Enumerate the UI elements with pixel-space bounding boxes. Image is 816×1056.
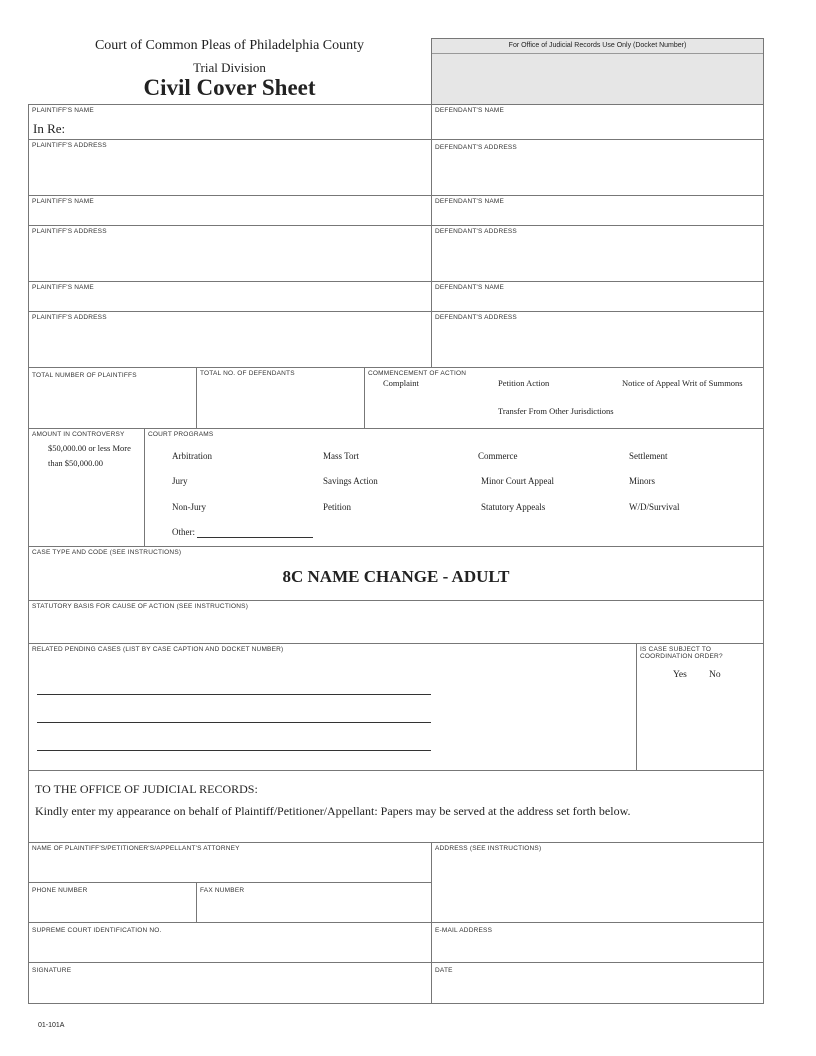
plaintiff-address-field-2[interactable] bbox=[28, 225, 432, 282]
field-label: E-MAIL ADDRESS bbox=[435, 927, 493, 934]
program-other-input[interactable] bbox=[197, 537, 313, 538]
plaintiff-name-field-1[interactable] bbox=[28, 104, 432, 140]
attorney-name-field[interactable] bbox=[28, 842, 432, 883]
fax-number-field[interactable] bbox=[196, 882, 432, 923]
field-label: DEFENDANT'S NAME bbox=[435, 107, 505, 114]
program-arbitration[interactable]: Arbitration bbox=[172, 451, 212, 461]
program-mass-tort[interactable]: Mass Tort bbox=[323, 451, 359, 461]
field-label: PLAINTIFF'S ADDRESS bbox=[32, 228, 107, 235]
statutory-basis-field[interactable] bbox=[28, 600, 764, 644]
field-label: PLAINTIFF'S NAME bbox=[32, 198, 94, 205]
field-label: DEFENDANT'S NAME bbox=[435, 284, 505, 291]
appearance-text: Kindly enter my appearance on behalf of Plaintiff/Petitioner/Appellant: Papers may be served at the address set forth below. bbox=[35, 804, 631, 818]
program-commerce[interactable]: Commerce bbox=[478, 451, 518, 461]
related-case-line-3[interactable] bbox=[37, 750, 431, 751]
option-transfer[interactable]: Transfer From Other Jurisdictions bbox=[498, 406, 614, 416]
defendant-address-field-2[interactable] bbox=[431, 225, 764, 282]
commencement-of-action bbox=[364, 367, 764, 429]
field-label: COMMENCEMENT OF ACTION bbox=[368, 370, 467, 377]
program-statutory-appeals[interactable]: Statutory Appeals bbox=[481, 502, 546, 512]
field-label: COORDINATION ORDER? bbox=[640, 653, 723, 660]
office-use-label: For Office of Judicial Records Use Only (Docket Number) bbox=[432, 39, 763, 54]
defendant-address-field-3[interactable] bbox=[431, 311, 764, 368]
page-title: Civil Cover Sheet bbox=[143, 75, 316, 100]
case-type-field[interactable] bbox=[28, 546, 764, 601]
amount-in-controversy bbox=[28, 428, 145, 547]
program-wd-survival[interactable]: W/D/Survival bbox=[629, 502, 680, 512]
form-number: 01-101A bbox=[38, 1022, 65, 1029]
field-label: PHONE NUMBER bbox=[32, 887, 88, 894]
related-case-line-2[interactable] bbox=[37, 722, 431, 723]
docket-number-box bbox=[431, 38, 764, 105]
supreme-court-id-field[interactable] bbox=[28, 922, 432, 963]
field-label: SIGNATURE bbox=[32, 967, 72, 974]
case-type-value: 8C NAME CHANGE - ADULT bbox=[282, 567, 510, 586]
field-label: PLAINTIFF'S ADDRESS bbox=[32, 142, 107, 149]
appearance-heading: TO THE OFFICE OF JUDICIAL RECORDS: bbox=[35, 782, 258, 796]
field-label: DATE bbox=[435, 967, 453, 974]
program-jury[interactable]: Jury bbox=[172, 476, 188, 486]
field-label: TOTAL NUMBER OF PLAINTIFFS bbox=[32, 372, 137, 379]
defendant-name-field-1[interactable] bbox=[431, 104, 764, 140]
program-savings-action[interactable]: Savings Action bbox=[323, 476, 378, 486]
signature-field[interactable] bbox=[28, 962, 432, 1004]
option-complaint[interactable]: Complaint bbox=[383, 378, 419, 388]
field-label: IS CASE SUBJECT TO bbox=[640, 646, 712, 653]
appearance-section bbox=[28, 770, 764, 843]
field-label: DEFENDANT'S ADDRESS bbox=[435, 228, 517, 235]
related-cases-field bbox=[28, 643, 637, 771]
field-label: AMOUNT IN CONTROVERSY bbox=[32, 431, 125, 438]
plaintiff-name-field-2[interactable] bbox=[28, 195, 432, 226]
field-label: NAME OF PLAINTIFF'S/PETITIONER'S/APPELLANT'S ATTORNEY bbox=[32, 845, 240, 852]
field-label: STATUTORY BASIS FOR CAUSE OF ACTION (SEE INSTRUCTIONS) bbox=[32, 603, 249, 610]
field-label: CASE TYPE AND CODE (SEE INSTRUCTIONS) bbox=[32, 549, 182, 556]
total-defendants-field[interactable] bbox=[196, 367, 365, 429]
email-address-field[interactable] bbox=[431, 922, 764, 963]
field-label: SUPREME COURT IDENTIFICATION NO. bbox=[32, 927, 162, 934]
field-label: DEFENDANT'S ADDRESS bbox=[435, 314, 517, 321]
total-plaintiffs-field[interactable] bbox=[28, 367, 197, 429]
option-more-than-50000[interactable]: than $50,000.00 bbox=[48, 458, 104, 468]
program-petition[interactable]: Petition bbox=[323, 502, 352, 512]
option-petition-action[interactable]: Petition Action bbox=[498, 378, 550, 388]
field-label: PLAINTIFF'S NAME bbox=[32, 284, 94, 291]
field-label: COURT PROGRAMS bbox=[148, 431, 214, 438]
plaintiff-address-field-1[interactable] bbox=[28, 139, 432, 196]
field-label: DEFENDANT'S ADDRESS bbox=[435, 144, 517, 151]
program-non-jury[interactable]: Non-Jury bbox=[172, 502, 206, 512]
option-50000-or-less[interactable]: $50,000.00 or less More bbox=[48, 443, 131, 453]
court-name: Court of Common Pleas of Philadelphia County bbox=[94, 38, 365, 53]
coordination-yes[interactable]: Yes bbox=[673, 670, 687, 680]
related-case-line-1[interactable] bbox=[37, 694, 431, 695]
field-label: RELATED PENDING CASES (LIST BY CASE CAPTION AND DOCKET NUMBER) bbox=[32, 646, 284, 653]
program-minors[interactable]: Minors bbox=[629, 476, 656, 486]
program-other-label: Other: bbox=[172, 527, 195, 537]
coordination-no[interactable]: No bbox=[709, 670, 721, 680]
program-settlement[interactable]: Settlement bbox=[629, 451, 668, 461]
date-field[interactable] bbox=[431, 962, 764, 1004]
option-notice-of-appeal-writ[interactable]: Notice of Appeal Writ of Summons bbox=[622, 378, 743, 388]
field-label: TOTAL NO. OF DEFENDANTS bbox=[200, 370, 295, 377]
court-programs bbox=[144, 428, 764, 547]
field-label: PLAINTIFF'S NAME bbox=[32, 107, 94, 114]
field-label: FAX NUMBER bbox=[200, 887, 245, 894]
plaintiff-name-value: In Re: bbox=[33, 121, 66, 136]
division-name: Trial Division bbox=[193, 60, 266, 75]
program-minor-court-appeal[interactable]: Minor Court Appeal bbox=[481, 476, 554, 486]
plaintiff-address-field-3[interactable] bbox=[28, 311, 432, 368]
field-label: PLAINTIFF'S ADDRESS bbox=[32, 314, 107, 321]
defendant-name-field-2[interactable] bbox=[431, 195, 764, 226]
plaintiff-name-field-3[interactable] bbox=[28, 281, 432, 312]
defendant-address-field-1[interactable] bbox=[431, 139, 764, 196]
phone-number-field[interactable] bbox=[28, 882, 197, 923]
field-label: DEFENDANT'S NAME bbox=[435, 198, 505, 205]
field-label: ADDRESS (SEE INSTRUCTIONS) bbox=[435, 845, 542, 852]
coordination-order bbox=[636, 643, 764, 771]
attorney-address-field[interactable] bbox=[431, 842, 764, 923]
defendant-name-field-3[interactable] bbox=[431, 281, 764, 312]
